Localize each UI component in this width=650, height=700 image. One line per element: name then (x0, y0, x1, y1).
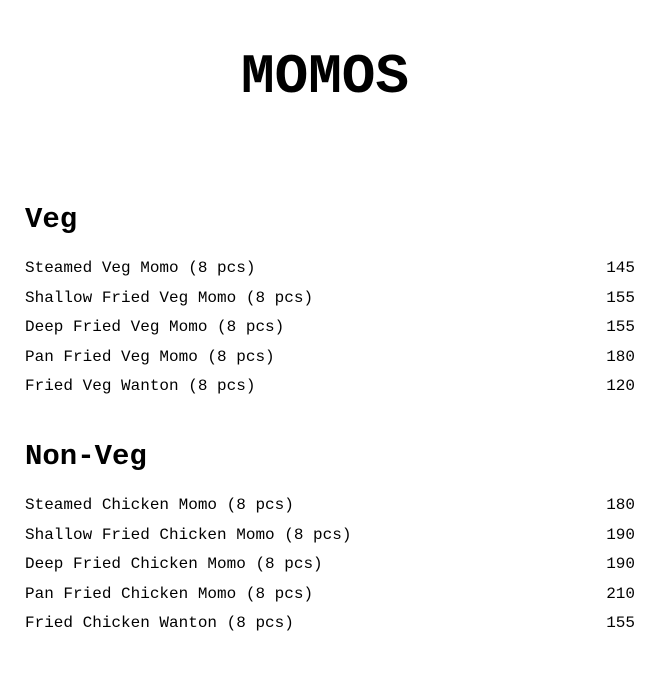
menu-item (25, 313, 635, 343)
menu-item-name: Deep Fried Chicken Momo (8 pcs) (25, 555, 323, 574)
menu-item-price: 155 (606, 318, 635, 337)
menu-item-name: Fried Veg Wanton (8 pcs) (25, 377, 256, 396)
menu-item-price: 180 (606, 347, 635, 366)
menu-item-price: 180 (606, 496, 635, 514)
menu-item-name: Shallow Fried Veg Momo (8 pcs) (25, 288, 314, 307)
menu-item-name: Pan Fried Chicken Momo (8 pcs) (25, 584, 314, 603)
menu-item (25, 521, 635, 551)
section-heading-non-veg: Non-Veg (25, 440, 147, 473)
menu-item-price: 210 (606, 584, 635, 603)
menu-item-price: 120 (606, 377, 635, 396)
menu-item (25, 254, 635, 284)
menu-item-name: Deep Fried Veg Momo (8 pcs) (25, 318, 285, 337)
section-non-veg (25, 437, 635, 639)
menu-item-price: 155 (606, 288, 635, 307)
menu-item-price: 190 (606, 525, 635, 544)
menu-item-name: Pan Fried Veg Momo (8 pcs) (25, 347, 275, 366)
menu-item-name: Steamed Veg Momo (8 pcs) (25, 259, 256, 277)
menu-item (25, 550, 635, 580)
menu-item (25, 609, 635, 639)
menu-item (25, 343, 635, 373)
menu-item-name: Steamed Chicken Momo (8 pcs) (25, 496, 294, 514)
menu-item-name: Fried Chicken Wanton (8 pcs) (25, 614, 294, 633)
menu-item-name: Shallow Fried Chicken Momo (8 pcs) (25, 525, 352, 544)
page-title: MOMOS (240, 45, 410, 109)
section-heading-veg: Veg (25, 203, 78, 236)
menu-item (25, 580, 635, 610)
menu-item (25, 372, 635, 402)
menu-item-price: 145 (606, 259, 635, 277)
menu-item-price: 155 (606, 614, 635, 633)
menu-item-price: 190 (606, 555, 635, 574)
menu-item (25, 284, 635, 314)
menu-item (25, 491, 635, 521)
section-veg (25, 200, 635, 402)
